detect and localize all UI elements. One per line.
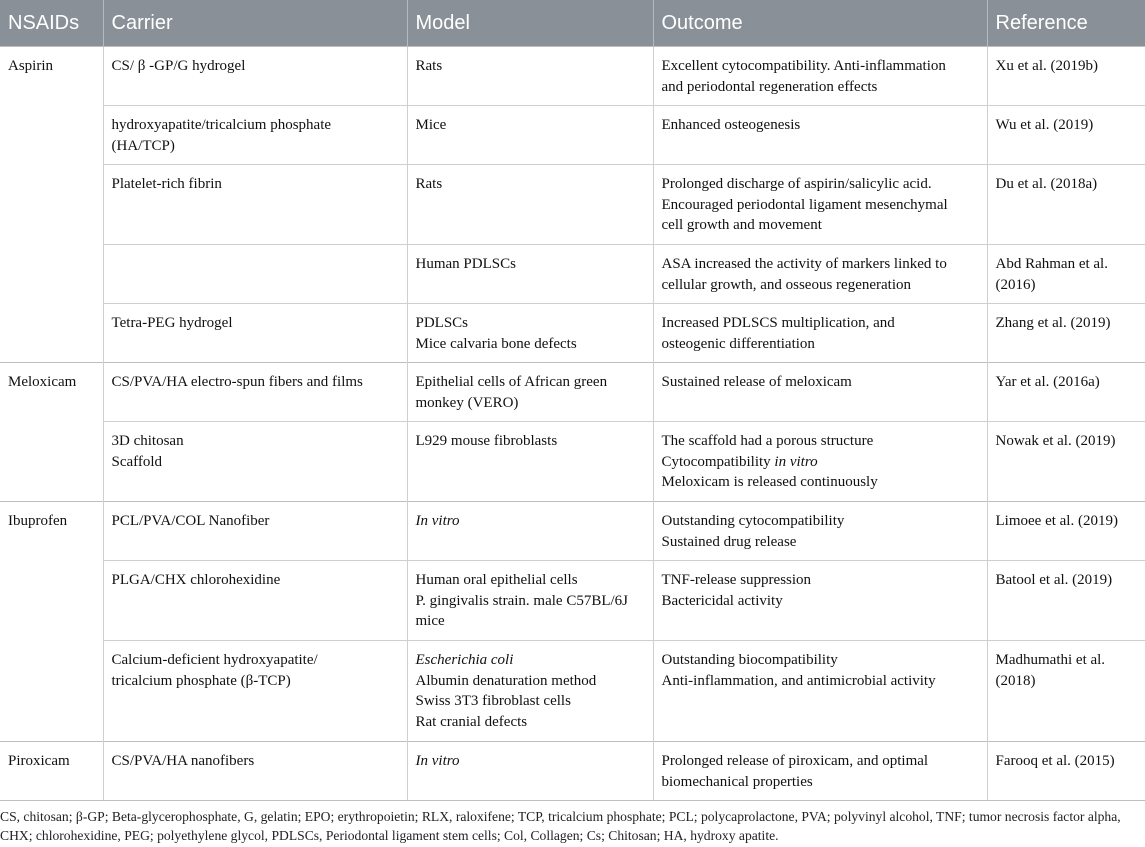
outcome-cell: Outstanding biocompatibility Anti-inflammation, and antimicrobial activity: [653, 641, 987, 742]
outcome-cell: ASA increased the activity of markers linked to cellular growth, and osseous regeneration: [653, 245, 987, 304]
drug-cell: Meloxicam: [0, 363, 103, 502]
carrier-cell: 3D chitosan Scaffold: [103, 422, 407, 502]
carrier-cell: CS/PVA/HA electro-spun fibers and films: [103, 363, 407, 422]
outcome-cell: Excellent cytocompatibility. Anti-inflammation and periodontal regeneration effects: [653, 47, 987, 106]
reference-cell: Farooq et al. (2015): [987, 742, 1145, 801]
reference-cell: Zhang et al. (2019): [987, 304, 1145, 363]
drug-cell: Aspirin: [0, 47, 103, 363]
reference-cell: Batool et al. (2019): [987, 561, 1145, 641]
model-cell: Rats: [407, 47, 653, 106]
model-cell: Human oral epithelial cells P. gingivalis strain. male C57BL/6J mice: [407, 561, 653, 641]
header-nsaids: NSAIDs: [0, 0, 103, 47]
carrier-cell: Calcium-deficient hydroxyapatite/ tricalcium phosphate (β-TCP): [103, 641, 407, 742]
model-cell: In vitro: [407, 742, 653, 801]
carrier-cell: [103, 245, 407, 304]
model-cell: Human PDLSCs: [407, 245, 653, 304]
header-outcome: Outcome: [653, 0, 987, 47]
outcome-cell: Prolonged discharge of aspirin/salicylic acid. Encouraged periodontal ligament mesenchymal cell growth and movement: [653, 165, 987, 245]
table-row: [0, 422, 1145, 502]
carrier-cell: hydroxyapatite/tricalcium phosphate (HA/TCP): [103, 106, 407, 165]
outcome-cell: Outstanding cytocompatibility Sustained drug release: [653, 502, 987, 561]
table-row: [0, 245, 1145, 304]
header-row: [0, 0, 1145, 47]
outcome-cell: The scaffold had a porous structure Cytocompatibility in vitro Meloxicam is released continuously: [653, 422, 987, 502]
carrier-cell: CS/ β -GP/G hydrogel: [103, 47, 407, 106]
outcome-cell: Sustained release of meloxicam: [653, 363, 987, 422]
table-row: [0, 363, 1145, 422]
model-cell: Epithelial cells of African green monkey (VERO): [407, 363, 653, 422]
table-row: [0, 106, 1145, 165]
table-row: [0, 742, 1145, 801]
reference-cell: Nowak et al. (2019): [987, 422, 1145, 502]
outcome-cell: Increased PDLSCS multiplication, and osteogenic differentiation: [653, 304, 987, 363]
carrier-cell: Tetra-PEG hydrogel: [103, 304, 407, 363]
carrier-cell: PCL/PVA/COL Nanofiber: [103, 502, 407, 561]
reference-cell: Wu et al. (2019): [987, 106, 1145, 165]
model-cell: Mice: [407, 106, 653, 165]
model-cell: Rats: [407, 165, 653, 245]
header-model: Model: [407, 0, 653, 47]
table-row: [0, 641, 1145, 742]
outcome-cell: Prolonged release of piroxicam, and optimal biomechanical properties: [653, 742, 987, 801]
drug-cell: Ibuprofen: [0, 502, 103, 742]
table-row: [0, 561, 1145, 641]
carrier-cell: PLGA/CHX chlorohexidine: [103, 561, 407, 641]
drug-cell: Piroxicam: [0, 742, 103, 801]
table-row: [0, 165, 1145, 245]
reference-cell: Madhumathi et al. (2018): [987, 641, 1145, 742]
reference-cell: Yar et al. (2016a): [987, 363, 1145, 422]
header-reference: Reference: [987, 0, 1145, 47]
reference-cell: Xu et al. (2019b): [987, 47, 1145, 106]
table-footnote: CS, chitosan; β-GP; Beta-glycerophosphate, G, gelatin; EPO; erythropoietin; RLX, raloxifene; TCP, tricalcium phosphate; PCL; polycaprolactone, PVA; polyvinyl alcohol, TNF; tumor necrosis factor alpha, CHX; chlorohexidine, PEG; polyethylene glycol, PDLSCs, Periodontal ligament stem cells; Col, Collagen; Cs; Chitosan; HA, hydroxy apatite.: [0, 809, 1121, 843]
model-cell: PDLSCs Mice calvaria bone defects: [407, 304, 653, 363]
reference-cell: Abd Rahman et al. (2016): [987, 245, 1145, 304]
reference-cell: Du et al. (2018a): [987, 165, 1145, 245]
outcome-cell: TNF-release suppression Bactericidal activity: [653, 561, 987, 641]
table-row: [0, 47, 1145, 106]
outcome-cell: Enhanced osteogenesis: [653, 106, 987, 165]
table-row: [0, 502, 1145, 561]
carrier-cell: CS/PVA/HA nanofibers: [103, 742, 407, 801]
reference-cell: Limoee et al. (2019): [987, 502, 1145, 561]
header-carrier: Carrier: [103, 0, 407, 47]
model-cell: Escherichia coli Albumin denaturation method Swiss 3T3 fibroblast cells Rat cranial defects: [407, 641, 653, 742]
carrier-cell: Platelet-rich fibrin: [103, 165, 407, 245]
model-cell: L929 mouse fibroblasts: [407, 422, 653, 502]
table-row: [0, 304, 1145, 363]
model-cell: In vitro: [407, 502, 653, 561]
